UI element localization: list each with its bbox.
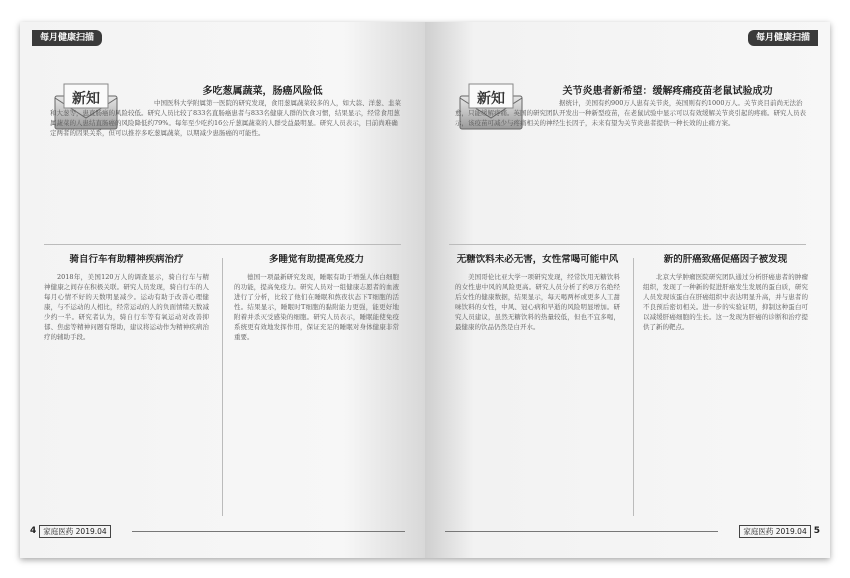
magazine-issue: 家庭医药 2019.04 [739,525,810,538]
article-column [643,254,808,516]
article-column [234,254,399,516]
article-body: 德国一项最新研究发现，睡眠有助于增强人体白细胞的功能，提高免疫力。研究人员对一组健康志愿者的血液进行了分析，比较了他们在睡眠和熬夜状态下T细胞的活性。结果显示，睡眠时T细胞的黏附能力更强，能更好地附着并杀灭受感染的细胞。研究人员表示，睡眠能使免疫系统更有效地发挥作用，保证充足的睡眠对身体健康非常重要。 [234,273,399,341]
news-box [439,62,816,232]
page-footer [30,524,114,538]
article-title: 骑自行车有助精神疾病治疗 [69,254,184,265]
article-body: 北京大学肿瘤医院研究团队通过分析肝癌患者的肿瘤组织，发现了一种新的促进肝癌发生发展的蛋白质，研究人员发现该蛋白在肝癌组织中表达明显升高，并与患者的不良预后密切相关。进一步的实验证明，抑制这种蛋白可以减缓肝癌细胞的生长。这一发现为肝癌的诊断和治疗提供了新的靶点。 [643,273,808,331]
news-body: 中国医科大学附属第一医院的研究发现，食用葱属蔬菜较多的人，如大蒜、洋葱、韭菜和大葱等，患直肠癌的风险较低。研究人员比较了833名直肠癌患者与833名健康人群的饮食习惯，结果显示，经常食用葱属蔬菜的人患结直肠癌的风险降低约79%。每年至少吃约16公斤葱属蔬菜的人群受益最明显。研究人员表示，目前尚难确定两者的因果关系，但可以推荐多吃葱属蔬菜，以期减少患肠癌的可能性。 [50,99,401,137]
article-column [44,254,209,516]
news-title: 关节炎患者新希望：缓解疼痛疫苗老鼠试验成功 [562,86,773,97]
article-column [455,254,620,516]
article-title: 多睡觉有助提高免疫力 [268,254,364,265]
section-tab: 每月健康扫描 [748,30,818,46]
magazine-spread [20,22,830,558]
page-number: 5 [813,526,820,536]
footer-rule [132,531,405,532]
column-separator [222,258,223,516]
article-body: 2018年，美国120万人的调查显示，骑自行车与精神健康之间存在积极关联。研究人员发现，骑自行车的人每月心情不好的天数明显减少。运动有助于改善心理健康，与不运动的人相比，经常运动的人的负面情绪天数减少约一半。研究者认为，骑自行车等有氧运动对改善抑郁、焦虑等精神问题有帮助，建议将运动作为精神疾病治疗的辅助手段。 [44,273,209,341]
magazine-issue: 家庭医药 2019.04 [39,525,110,538]
badge-text: 新知 [72,91,100,107]
footer-rule [445,531,718,532]
badge-text: 新知 [477,91,505,107]
article-title: 新的肝癌致癌促癌因子被发现 [663,254,788,265]
news-box [34,62,411,232]
page-number: 4 [30,526,37,536]
news-body: 据统计，美国有约900万人患有关节炎，英国则有约1000万人。关节炎目前尚无法治愈，只能缓解疼痛。英国的研究团队开发出一种新型疫苗，在老鼠试验中显示可以有效缓解关节炎引起的疼痛。研究人员表示，该疫苗可减少与疼痛相关的神经生长因子，未来有望为关节炎患者提供一种长效的止痛方案。 [455,99,806,127]
section-divider [44,244,401,245]
article-body: 美国哥伦比亚大学一项研究发现，经常饮用无糖饮料的女性患中风的风险更高。研究人员分析了约8万名绝经后女性的健康数据，结果显示，每天喝两杯或更多人工甜味饮料的女性，中风、冠心病和早逝的风险明显增加。研究人员建议，虽然无糖饮料的热量较低，但也不宜多喝，最健康的饮品仍然是白开水。 [455,273,620,331]
page-footer [736,524,820,538]
news-title: 多吃葱属蔬菜，肠癌风险低 [202,86,323,97]
column-separator [633,258,634,516]
right-page [425,22,830,558]
left-page [20,22,425,558]
section-divider [449,244,806,245]
article-title: 无糖饮料未必无害，女性常喝可能中风 [456,254,619,265]
section-tab: 每月健康扫描 [32,30,102,46]
